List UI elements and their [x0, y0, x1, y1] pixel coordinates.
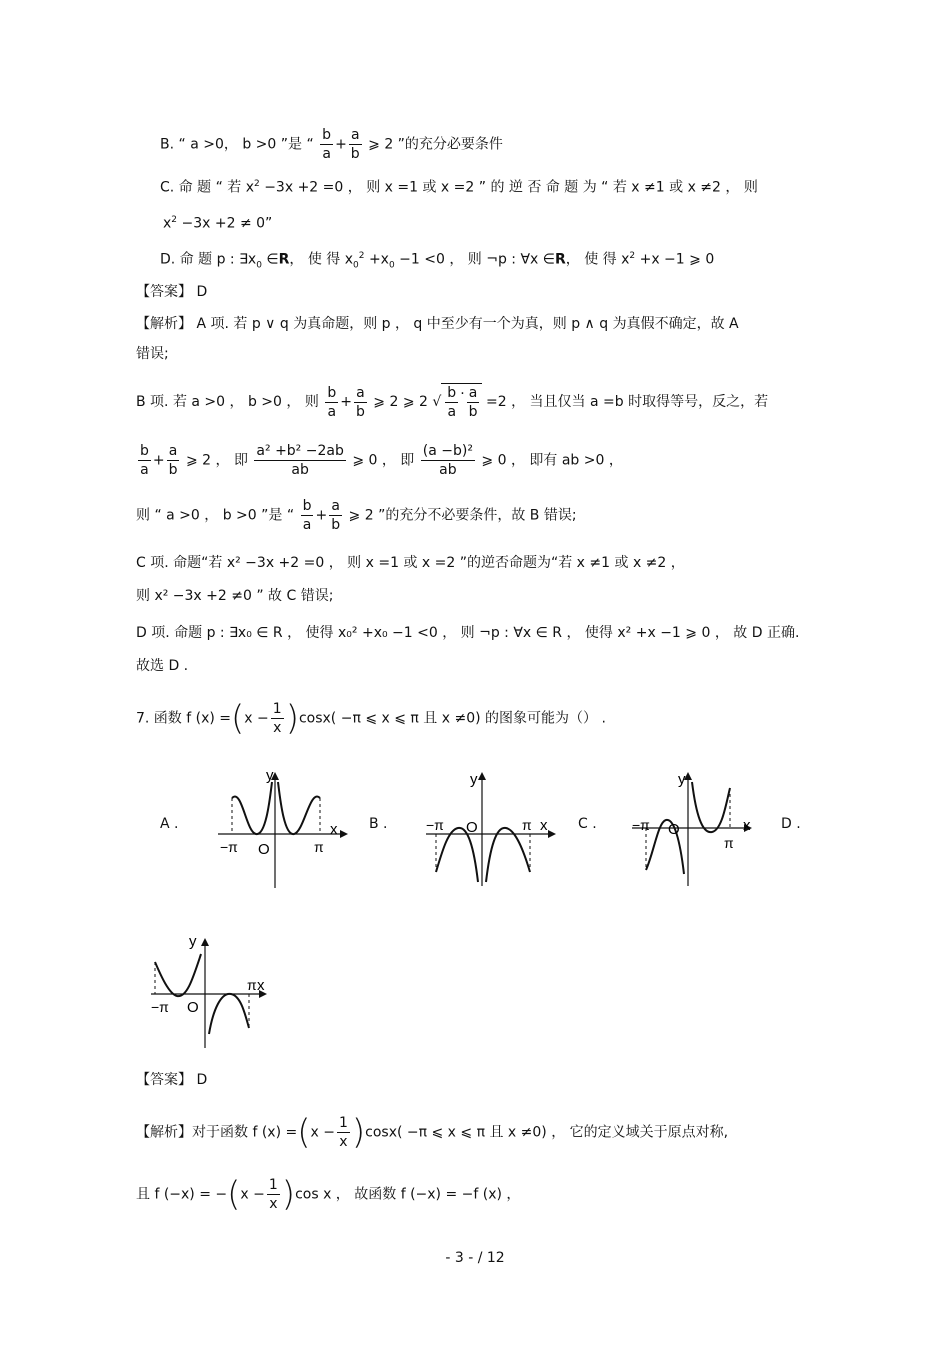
- analysis-2-line2: 且 f (−x) = −(x − $\frac{1}{x}$ )cos x ， 故函数 f (−x) = −f (x) ，: [136, 1174, 521, 1215]
- svg-text:−π: −π: [151, 999, 169, 1015]
- svg-text:π: π: [522, 817, 532, 833]
- option-b-suffix: ⩾ 2 ”的充分必要条件: [368, 136, 503, 153]
- analysis-2-line1: 【解析】对于函数 f (x) =(x − $\frac{1}{x}$ )cosx( −π ⩽ x ⩽ π 且 x ≠0) ， 它的定义域关于原点对称,: [136, 1112, 729, 1153]
- graph-d: [145, 930, 285, 1052]
- analysis-a-line1: 【解析】 A 项. 若 p ∨ q 为真命题，则 p ， q 中至少有一个为真，则 p ∧ q 为真假不确定，故 A: [136, 316, 739, 332]
- analysis-b-line3: 则 “ a >0 ， b >0 ”是 “ $\frac{b}{a}$ + $\frac{a}{b}$ ⩾ 2 ”的充分不必要条件，故 B 错误;: [136, 498, 577, 533]
- analysis-c-line1: C 项. 命题“若 x² −3x +2 =0 ， 则 x =1 或 x =2 ”的逆否命题为“若 x ≠1 或 x ≠2 ，: [136, 555, 685, 571]
- frac-b-over-a: $\frac{b}{a}$: [322, 127, 332, 162]
- sqrt-expression: √ $\frac{b}{a}$ · $\frac{a}{b}$: [432, 383, 481, 421]
- x-axis-label: x: [330, 821, 338, 838]
- analysis-c-line2: 则 x² −3x +2 ≠0 ” 故 C 错误;: [136, 588, 334, 604]
- svg-text:x: x: [257, 977, 265, 994]
- origin-label: O: [258, 841, 270, 858]
- answer-label-1: 【答案】 D: [136, 284, 208, 300]
- option-c-line2: $x^2 -3x +2 \ne 0$”: [163, 215, 273, 232]
- page-number: - 3 - / 12: [445, 1250, 505, 1266]
- option-d-label: D .: [781, 816, 801, 832]
- svg-text:O: O: [466, 819, 478, 836]
- option-d: D. 命 题 p : $\exists x_0$ ∈R， 使 得 $x_0^2 +x_0 -1 <0$ ， 则 ¬p : ∀x ∈R， 使 得 $x^2 +x -1$ ⩾ 0: [160, 251, 715, 271]
- graph-c: [628, 768, 768, 890]
- svg-text:−π: −π: [426, 817, 444, 833]
- analysis-b-line2: $\frac{b}{a}$ + $\frac{a}{b}$ ⩾ 2 ， 即 $\frac{\text{a² +b² −2ab}}{ab}$ ⩾ 0 ， 即 $\frac{\text{(a −b)²}}{ab}$ ⩾ 0 ， 即有 ab >0 ，: [140, 443, 623, 478]
- answer-label-2: 【答案】 D: [136, 1072, 208, 1088]
- svg-text:O: O: [187, 999, 199, 1016]
- option-b-label: B .: [369, 816, 388, 832]
- question-7: 7. 函数 f (x) =(x − $\frac{1}{x}$ )cosx( −π ⩽ x ⩽ π 且 x ≠0) 的图象可能为（） .: [136, 698, 606, 739]
- svg-text:π: π: [247, 977, 257, 993]
- svg-text:π: π: [724, 835, 734, 851]
- frac-a-over-b: $\frac{a}{b}$: [350, 127, 360, 162]
- svg-text:y: y: [470, 771, 478, 788]
- svg-text:−π: −π: [632, 817, 650, 833]
- svg-text:x: x: [540, 817, 548, 834]
- analysis-b-line1: B 项. 若 a >0 ， b >0 ， 则 $\frac{b}{a}$ + $\frac{a}{b}$ ⩾ 2 ⩾ 2 √ $\frac{b}{a}$ · $\frac{a}{b}$ =2 ， 当且仅当 a =b 时取得等号，反之，若: [136, 384, 769, 420]
- graph-a: [212, 768, 352, 890]
- svg-text:O: O: [668, 821, 680, 838]
- y-axis-label: y: [266, 768, 274, 784]
- neg-pi-label: −π: [220, 839, 238, 855]
- option-a-label: A .: [160, 816, 179, 832]
- svg-text:x: x: [743, 817, 751, 834]
- svg-text:y: y: [678, 771, 686, 788]
- analysis-d-line1: D 项. 命题 p : ∃x₀ ∈ R ， 使得 x₀² +x₀ −1 <0 ， 则 ¬p : ∀x ∈ R ， 使得 x² +x −1 ⩾ 0 ， 故 D 正确.: [136, 625, 800, 641]
- option-c-label: C .: [578, 816, 597, 832]
- pi-label: π: [314, 839, 324, 855]
- svg-text:y: y: [189, 933, 197, 950]
- option-b-prefix: B. “ a >0， b >0 ”是 “: [160, 136, 314, 153]
- analysis-a-line2: 错误;: [136, 346, 169, 362]
- option-b: B. “ a >0， b >0 ”是 “ $\frac{b}{a}$ + $\frac{a}{b}$ ⩾ 2 ”的充分必要条件: [160, 127, 503, 162]
- analysis-d-line2: 故选 D .: [136, 658, 189, 674]
- graph-b: [420, 768, 560, 890]
- option-c-line1: C. 命 题 “ 若 $x^2 -3x +2 =0$ ， 则 x =1 或 x =2 ” 的 逆 否 命 题 为 “ 若 x ≠1 或 x ≠2 ， 则: [160, 179, 758, 196]
